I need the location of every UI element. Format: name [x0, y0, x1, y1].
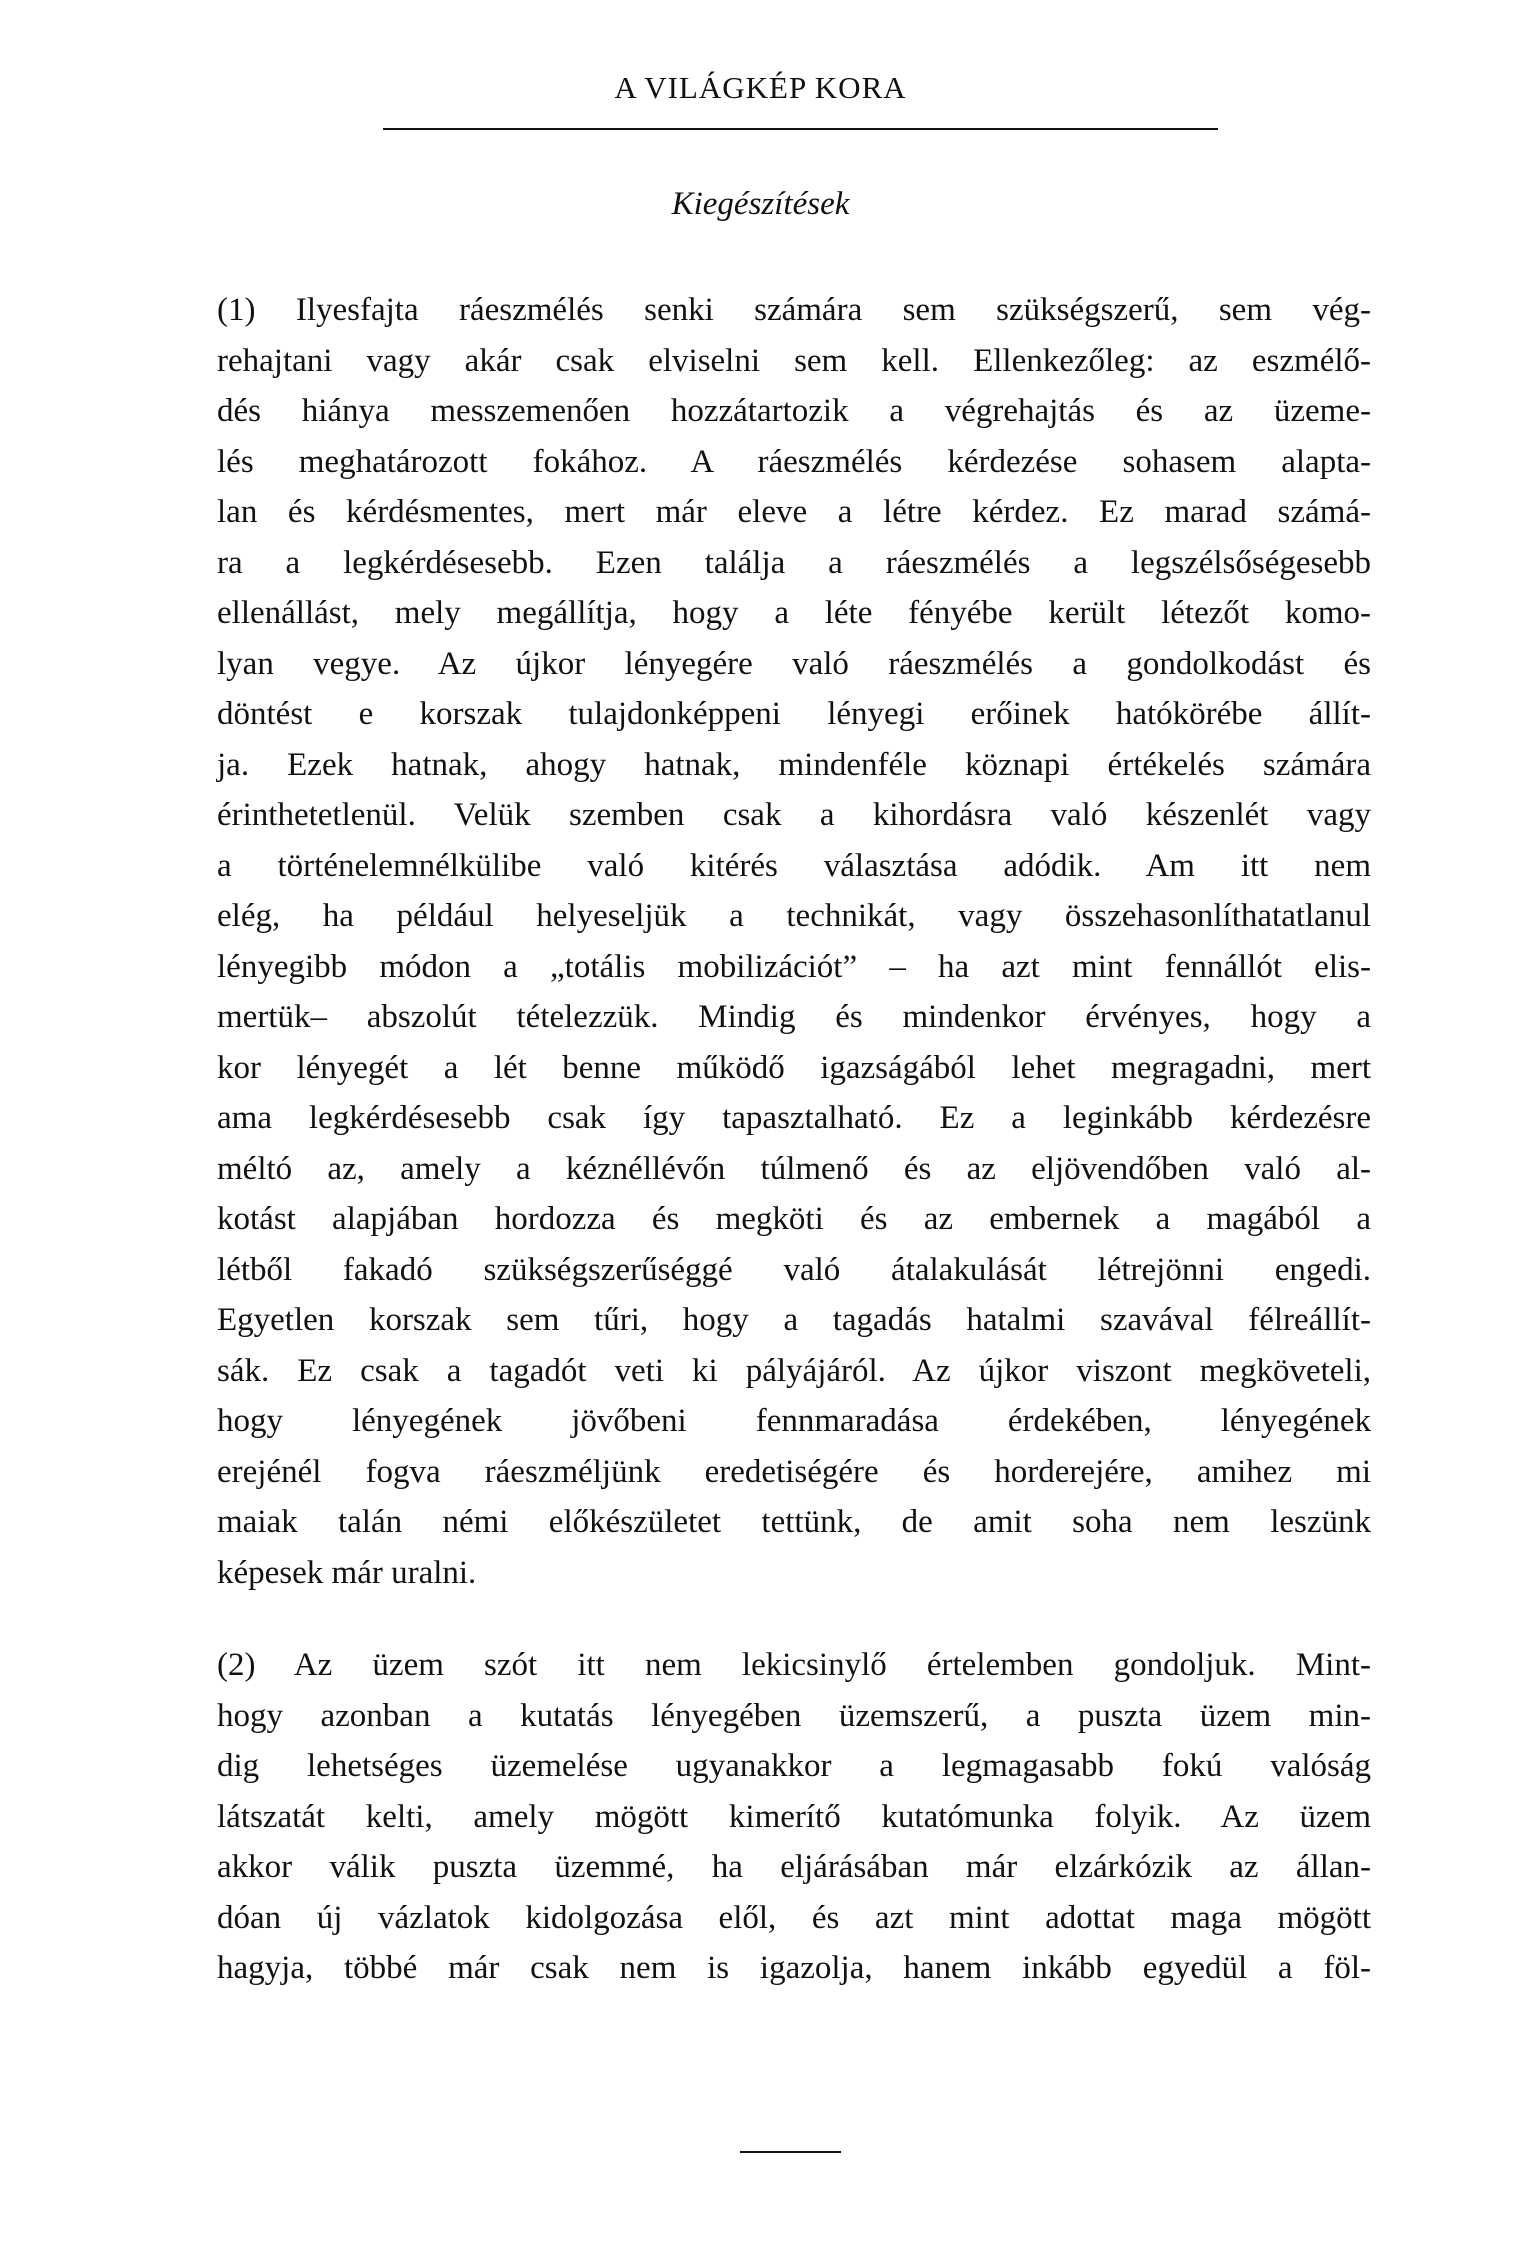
text-line: akkor válik puszta üzemmé, ha eljárásában már elzárkózik az állan-: [217, 1849, 1371, 1885]
text-line: érinthetetlenül. Velük szemben csak a kihordásra való készenlét vagy: [217, 797, 1371, 833]
text-line: ellenállást, mely megállítja, hogy a léte fényébe került létezőt komo-: [217, 595, 1371, 631]
text-line: ama legkérdésesebb csak így tapasztalható. Ez a leginkább kérdezésre: [217, 1100, 1371, 1136]
text-line: lényegibb módon a „totális mobilizációt” – ha azt mint fennállót elis-: [217, 948, 1371, 985]
text-line: hagyja, többé már csak nem is igazolja, hanem inkább egyedül a föl-: [217, 1950, 1371, 1986]
paragraph-2: [217, 1640, 1371, 1994]
text-line: döntést e korszak tulajdonképpeni lényegi erőinek hatókörébe állít-: [217, 696, 1371, 732]
paragraph-1: [217, 285, 1371, 1598]
header-rule: [383, 128, 1218, 130]
text-line: létből fakadó szükségszerűséggé való átalakulását létrejönni engedi.: [217, 1251, 1371, 1288]
text-line: rehajtani vagy akár csak elviselni sem kell. Ellenkezőleg: az eszmélő-: [217, 342, 1371, 379]
text-line: elég, ha például helyeseljük a technikát, vagy összehasonlíthatatlanul: [217, 898, 1371, 934]
text-line: sák. Ez csak a tagadót veti ki pályájáról. Az újkor viszont megköveteli,: [217, 1352, 1371, 1389]
text-line: ra a legkérdésesebb. Ezen találja a ráeszmélés a legszélsőségesebb: [217, 544, 1371, 581]
text-line: lyan vegye. Az újkor lényegére való ráeszmélés a gondolkodást és: [217, 645, 1371, 682]
text-line: ja. Ezek hatnak, ahogy hatnak, mindenféle köznapi értékelés számára: [217, 746, 1371, 783]
text-line: dig lehetséges üzemelése ugyanakkor a legmagasabb fokú valóság: [217, 1748, 1371, 1784]
text-line: dés hiánya messzemenően hozzátartozik a végrehajtás és az üzeme-: [217, 393, 1371, 429]
text-line: maiak talán némi előkészületet tettünk, de amit soha nem leszünk: [217, 1504, 1371, 1540]
text-line: méltó az, amely a kéznéllévőn túlmenő és az eljövendőben való al-: [217, 1150, 1371, 1187]
text-line: a történelemnélkülibe való kitérés választása adódik. Am itt nem: [217, 847, 1371, 884]
text-line: (2) Az üzem szót itt nem lekicsinylő értelemben gondoljuk. Mint-: [217, 1647, 1371, 1683]
text-line: hogy azonban a kutatás lényegében üzemszerű, a puszta üzem min-: [217, 1697, 1371, 1734]
text-line: (1) Ilyesfajta ráeszmélés senki számára sem szükségszerű, sem vég-: [217, 292, 1371, 328]
text-line: Egyetlen korszak sem tűri, hogy a tagadás hatalmi szavával félreállít-: [217, 1302, 1371, 1338]
section-title: Kiegészítések: [671, 186, 850, 222]
text-line: mertük– abszolút tételezzük. Mindig és mindenkor érvényes, hogy a: [217, 999, 1371, 1035]
text-line: erejénél fogva ráeszméljünk eredetiségére és horderejére, amihez mi: [217, 1453, 1371, 1490]
running-head-title: A VILÁGKÉP KORA: [614, 70, 907, 105]
text-line: kor lényegét a lét benne működő igazságából lehet megragadni, mert: [217, 1049, 1371, 1086]
footnote-rule: [740, 2151, 841, 2153]
text-line: hogy lényegének jövőbeni fennmaradása érdekében, lényegének: [217, 1403, 1371, 1439]
text-line: lan és kérdésmentes, mert már eleve a létre kérdez. Ez marad számá-: [217, 494, 1371, 530]
text-line: látszatát kelti, amely mögött kimerítő kutatómunka folyik. Az üzem: [217, 1798, 1371, 1835]
text-line: képesek már uralni.: [217, 1554, 477, 1591]
text-line: dóan új vázlatok kidolgozása elől, és azt mint adottat maga mögött: [217, 1899, 1371, 1936]
text-line: lés meghatározott fokához. A ráeszmélés kérdezése sohasem alapta-: [217, 443, 1371, 480]
text-line: kotást alapjában hordozza és megköti és az embernek a magából a: [217, 1201, 1371, 1237]
